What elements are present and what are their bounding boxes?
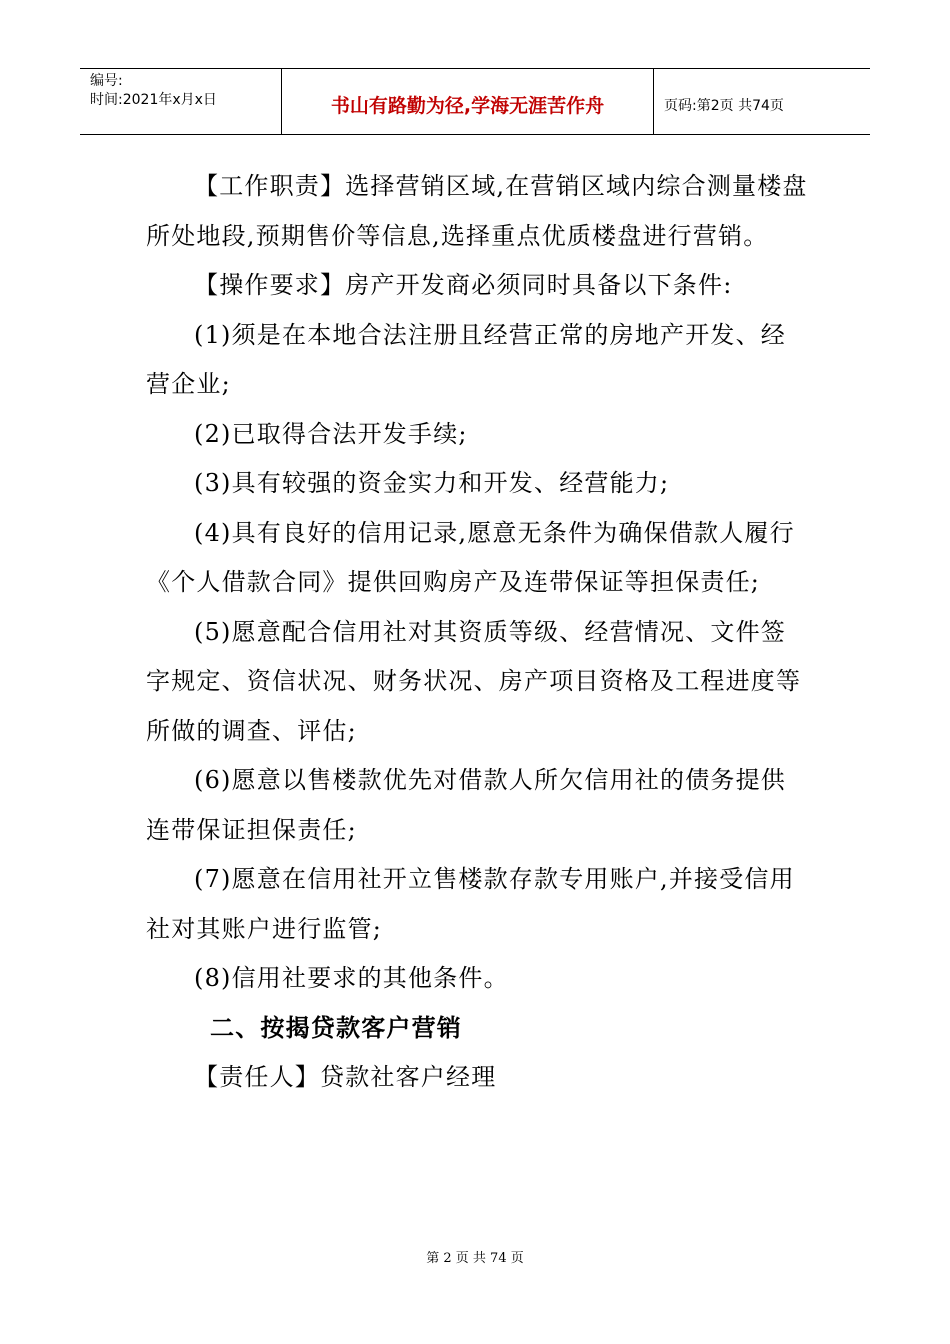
document-number-label: 编号: bbox=[90, 73, 123, 89]
header-motto: 书山有路勤为径,学海无涯苦作舟 bbox=[282, 69, 654, 134]
paragraph-condition-5: (5)愿意配合信用社对其资质等级、经营情况、文件签字规定、资信状况、财务状况、房产项目资格及工程进度等所做的调查、评估; bbox=[146, 617, 802, 745]
paragraph-responsible: 【责任人】贷款社客户经理 bbox=[194, 1063, 497, 1091]
paragraph-condition-7: (7)愿意在信用社开立售楼款存款专用账户,并接受信用社对其账户进行监管; bbox=[146, 865, 795, 943]
paragraph-condition-3: (3)具有较强的资金实力和开发、经营能力; bbox=[194, 469, 670, 497]
header-meta bbox=[80, 69, 282, 134]
section-heading: 二、按揭贷款客户营销 bbox=[210, 1013, 462, 1042]
paragraph-condition-8: (8)信用社要求的其他条件。 bbox=[194, 964, 509, 992]
paragraph-requirements: 【操作要求】房产开发商必须同时具备以下条件: bbox=[194, 271, 733, 299]
paragraph-condition-4: (4)具有良好的信用记录,愿意无条件为确保借款人履行《个人借款合同》提供回购房产及连带保证等担保责任; bbox=[146, 518, 795, 596]
page-header bbox=[80, 68, 870, 135]
paragraph-condition-6: (6)愿意以售楼款优先对借款人所欠信用社的债务提供连带保证担保责任; bbox=[146, 766, 786, 844]
document-time-label: 时间:2021年x月x日 bbox=[90, 92, 217, 108]
document-body bbox=[146, 162, 811, 1103]
paragraph-condition-2: (2)已取得合法开发手续; bbox=[194, 419, 468, 448]
header-page-info: 页码:第2页 共74页 bbox=[664, 97, 784, 114]
paragraph-work-duty: 【工作职责】选择营销区域,在营销区域内综合测量楼盘所处地段,预期售价等信息,选择重点优质楼盘进行营销。 bbox=[146, 172, 808, 250]
page-footer: 第 2 页 共 74 页 bbox=[426, 1251, 524, 1266]
paragraph-condition-1: (1)须是在本地合法注册且经营正常的房地产开发、经营企业; bbox=[146, 320, 786, 398]
